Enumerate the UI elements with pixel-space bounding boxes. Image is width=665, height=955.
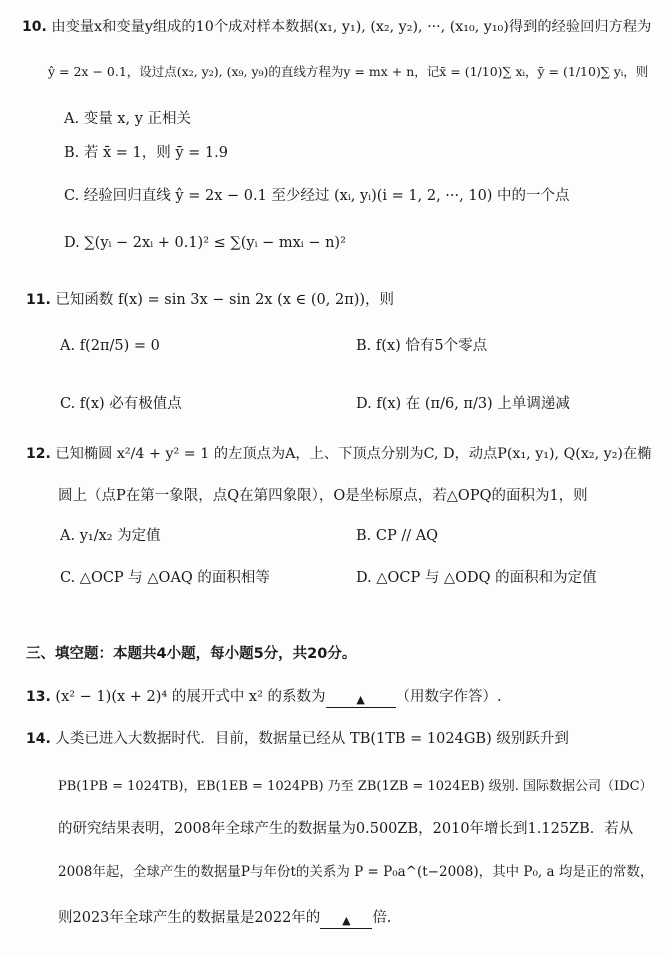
q14-line5 bbox=[58, 911, 391, 929]
q13-stem-end: （用数字作答）. bbox=[395, 689, 502, 705]
q14-stem-line3: 的研究结果表明，2008年全球产生的数据量为0.500ZB，2010年增长到1.125ZB．若从 bbox=[58, 821, 634, 837]
q11-option-a: A. f(2π/5) = 0 bbox=[60, 338, 160, 354]
q11-option-c: C. f(x) 必有极值点 bbox=[60, 396, 182, 412]
q12-option-a: A. y₁/x₂ 为定值 bbox=[60, 528, 161, 544]
q12-option-d: D. △OCP 与 △ODQ 的面积和为定值 bbox=[356, 570, 597, 586]
q10-number: 10. bbox=[22, 19, 47, 35]
q11-number: 11. bbox=[26, 292, 51, 308]
q13-stem: (x² − 1)(x + 2)⁴ 的展开式中 x² 的系数为 bbox=[55, 689, 326, 705]
q12-stem-line2: 圆上（点P在第一象限，点Q在第四象限），O是坐标原点，若△OPQ的面积为1，则 bbox=[58, 488, 588, 504]
q12-option-b: B. CP // AQ bbox=[356, 528, 439, 544]
q14-stem-line2: PB(1PB = 1024TB)，EB(1EB = 1024PB) 乃至 ZB(1ZB = 1024EB) 级别. 国际数据公司（IDC） bbox=[58, 779, 653, 794]
q10-option-c: C. 经验回归直线 ŷ = 2x − 0.1 至少经过 (xᵢ, yᵢ)(i = 1, 2, ···, 10) 中的一个点 bbox=[64, 188, 570, 204]
q13-line bbox=[26, 690, 502, 708]
q11-option-d: D. f(x) 在 (π/6, π/3) 上单调递减 bbox=[356, 396, 570, 412]
q14-answer-blank: ▲ bbox=[320, 914, 372, 929]
q11-option-b: B. f(x) 恰有5个零点 bbox=[356, 338, 488, 354]
q10-option-d: D. ∑(yᵢ − 2xᵢ + 0.1)² ≤ ∑(yᵢ − mxᵢ − n)² bbox=[64, 235, 346, 251]
q10-option-a: A. 变量 x, y 正相关 bbox=[64, 111, 191, 127]
q14-stem-line4: 2008年起，全球产生的数据量P与年份t的关系为 P = P₀a^(t−2008)，其中 P₀, a 均是正的常数， bbox=[58, 864, 654, 880]
q10-option-b: B. 若 x̄ = 1，则 ȳ = 1.9 bbox=[64, 145, 228, 161]
section-3-title: 三、填空题：本题共4小题，每小题5分，共20分。 bbox=[26, 646, 357, 662]
q14-stem-line5: 则2023年全球产生的数据量是2022年的 bbox=[58, 910, 321, 926]
q14-number: 14. bbox=[26, 731, 51, 747]
q12-stem-line1: 已知椭圆 x²/4 + y² = 1 的左顶点为A，上、下顶点分别为C, D，动点P(x₁, y₁), Q(x₂, y₂)在椭 bbox=[55, 446, 652, 462]
q11-line bbox=[26, 293, 394, 308]
q12-number: 12. bbox=[26, 446, 51, 462]
q10-stem-line2: ŷ = 2x − 0.1，设过点(x₂, y₂), (x₉, y₉)的直线方程为y = mx + n，记x̄ = (1/10)∑ xᵢ，ȳ = (1/10)∑ yᵢ，则 bbox=[48, 64, 649, 79]
q11-stem: 已知函数 f(x) = sin 3x − sin 2x (x ∈ (0, 2π))，则 bbox=[55, 292, 395, 308]
q12-line1 bbox=[26, 447, 651, 461]
q13-answer-blank: ▲ bbox=[326, 693, 396, 708]
q12-option-c: C. △OCP 与 △OAQ 的面积相等 bbox=[60, 570, 270, 586]
q13-number: 13. bbox=[26, 689, 51, 705]
q14-stem-line5-end: 倍. bbox=[372, 910, 392, 926]
q14-stem-line1: 人类已进入大数据时代．目前，数据量已经从 TB(1TB = 1024GB) 级别跃升到 bbox=[55, 731, 569, 747]
q10-stem-line1: 由变量x和变量y组成的10个成对样本数据(x₁, y₁), (x₂, y₂), ···, (x₁₀, y₁₀)得到的经验回归方程为 bbox=[51, 19, 652, 35]
q14-line1 bbox=[26, 732, 569, 747]
q10-line1 bbox=[22, 20, 651, 34]
